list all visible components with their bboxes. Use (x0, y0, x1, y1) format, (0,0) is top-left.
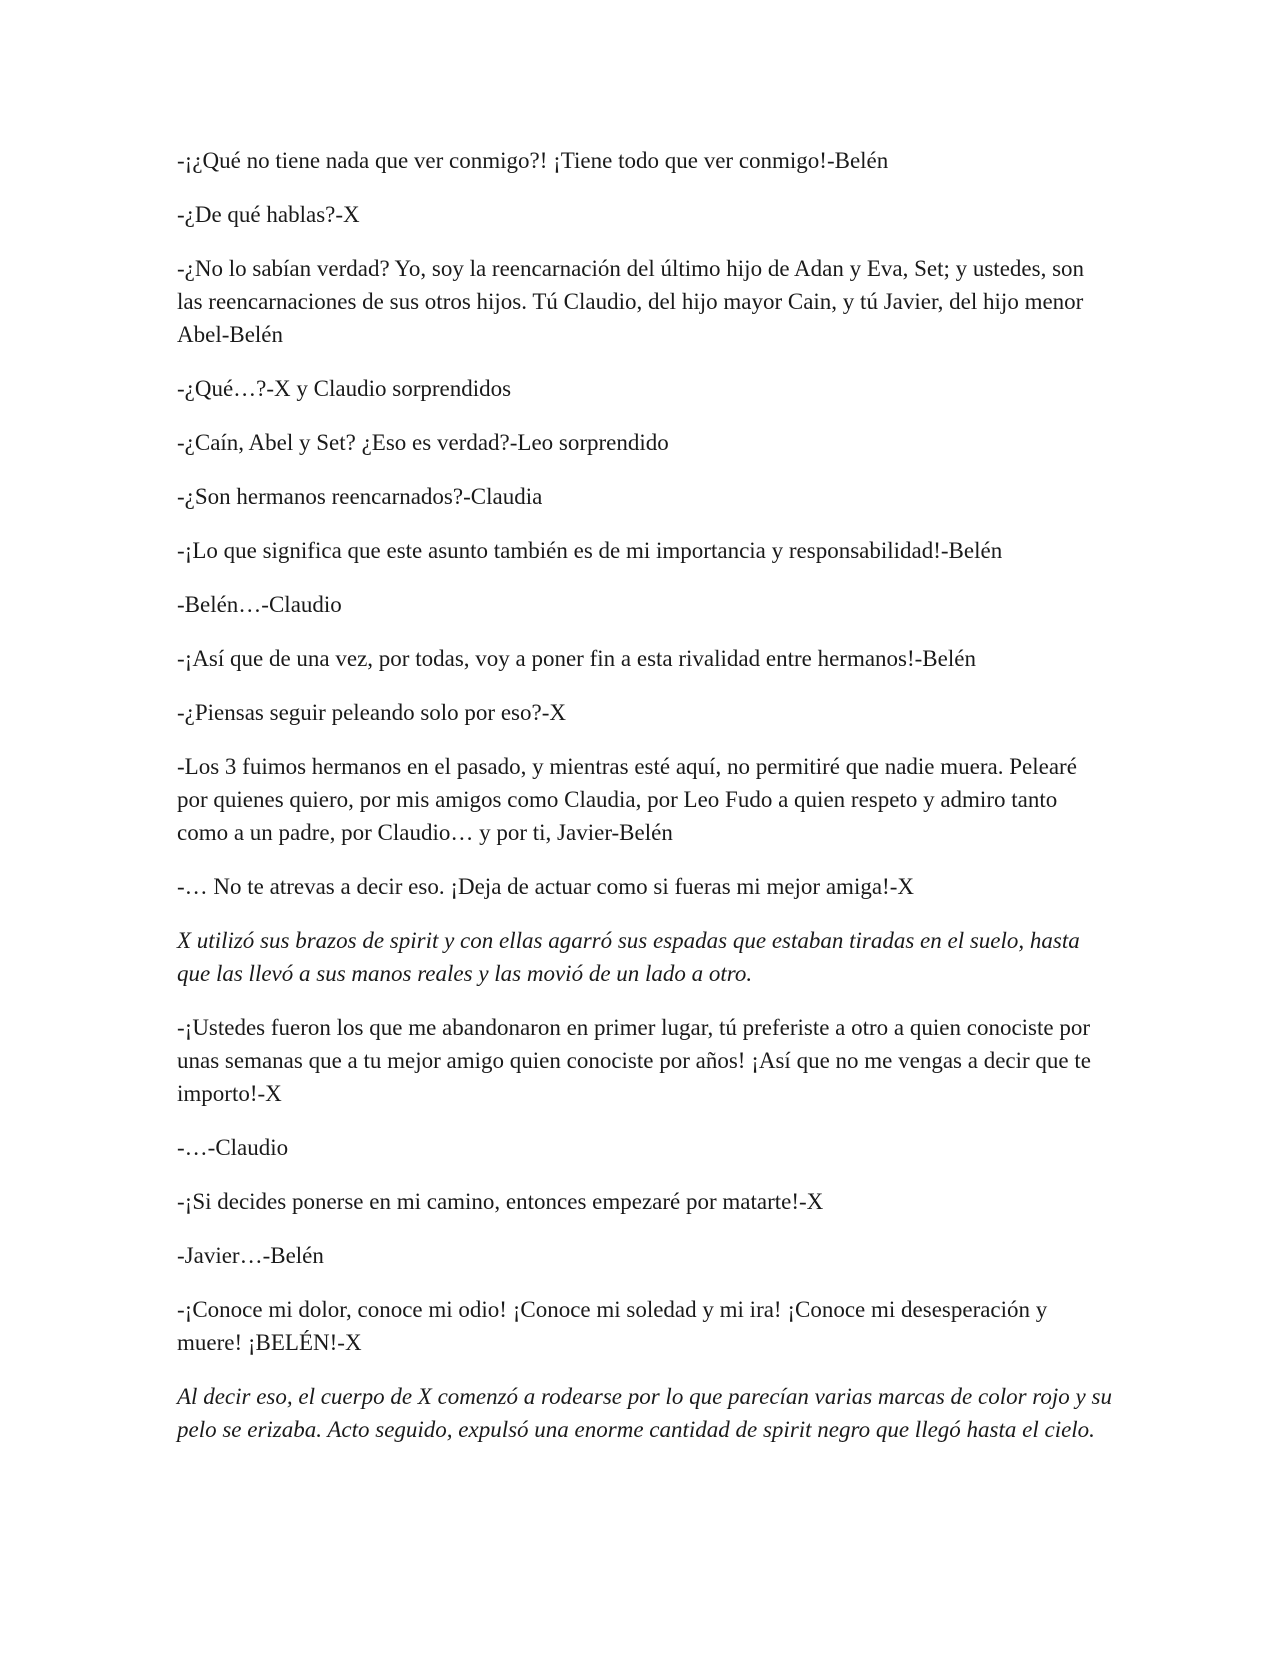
narration-paragraph-2: Al decir eso, el cuerpo de X comenzó a rodearse por lo que parecían varias marcas de color rojo y su pelo se erizaba. Acto seguido, expulsó una enorme cantidad de spirit negro que llegó hasta el cielo. (177, 1384, 1112, 1442)
paragraph-1: -¡¿Qué no tiene nada que ver conmigo?! ¡Tiene todo que ver conmigo!-Belén (177, 148, 889, 173)
paragraph-4: -¿Qué…?-X y Claudio sorprendidos (177, 376, 512, 401)
paragraph-6: -¿Son hermanos reencarnados?-Claudia (177, 484, 543, 509)
paragraph-17: -Javier…-Belén (177, 1243, 324, 1268)
paragraph-14: -¡Ustedes fueron los que me abandonaron en primer lugar, tú preferiste a otro a quien conociste por unas semanas que a tu mejor amigo quien conociste por años! ¡Así que no me vengas a decir que te importo!-X (177, 1015, 1091, 1106)
paragraph-10: -¿Piensas seguir peleando solo por eso?-X (177, 700, 566, 725)
document-body (177, 144, 1112, 1467)
narration-paragraph-1: X utilizó sus brazos de spirit y con ellas agarró sus espadas que estaban tiradas en el suelo, hasta que las llevó a sus manos reales y las movió de un lado a otro. (177, 928, 1080, 986)
paragraph-7: -¡Lo que significa que este asunto también es de mi importancia y responsabilidad!-Belén (177, 538, 1003, 563)
paragraph-12: -… No te atrevas a decir eso. ¡Deja de actuar como si fueras mi mejor amiga!-X (177, 874, 914, 899)
paragraph-11: -Los 3 fuimos hermanos en el pasado, y mientras esté aquí, no permitiré que nadie muera. Pelearé por quienes quiero, por mis amigos como Claudia, por Leo Fudo a quien respeto y admiro tanto como a un padre, por Claudio… y por ti, Javier-Belén (177, 754, 1077, 845)
paragraph-15: -…-Claudio (177, 1135, 289, 1160)
paragraph-3: -¿No lo sabían verdad? Yo, soy la reencarnación del último hijo de Adan y Eva, Set; y ustedes, son las reencarnaciones de sus otros hijos. Tú Claudio, del hijo mayor Cain, y tú Javier, del hijo menor Abel-Belén (177, 256, 1085, 347)
paragraph-5: -¿Caín, Abel y Set? ¿Eso es verdad?-Leo sorprendido (177, 430, 669, 455)
paragraph-8: -Belén…-Claudio (177, 592, 342, 617)
paragraph-9: -¡Así que de una vez, por todas, voy a poner fin a esta rivalidad entre hermanos!-Belén (177, 646, 976, 671)
paragraph-16: -¡Si decides ponerse en mi camino, entonces empezaré por matarte!-X (177, 1189, 824, 1214)
paragraph-2: -¿De qué hablas?-X (177, 202, 360, 227)
paragraph-18: -¡Conoce mi dolor, conoce mi odio! ¡Conoce mi soledad y mi ira! ¡Conoce mi desesperación y muere! ¡BELÉN!-X (177, 1297, 1048, 1355)
